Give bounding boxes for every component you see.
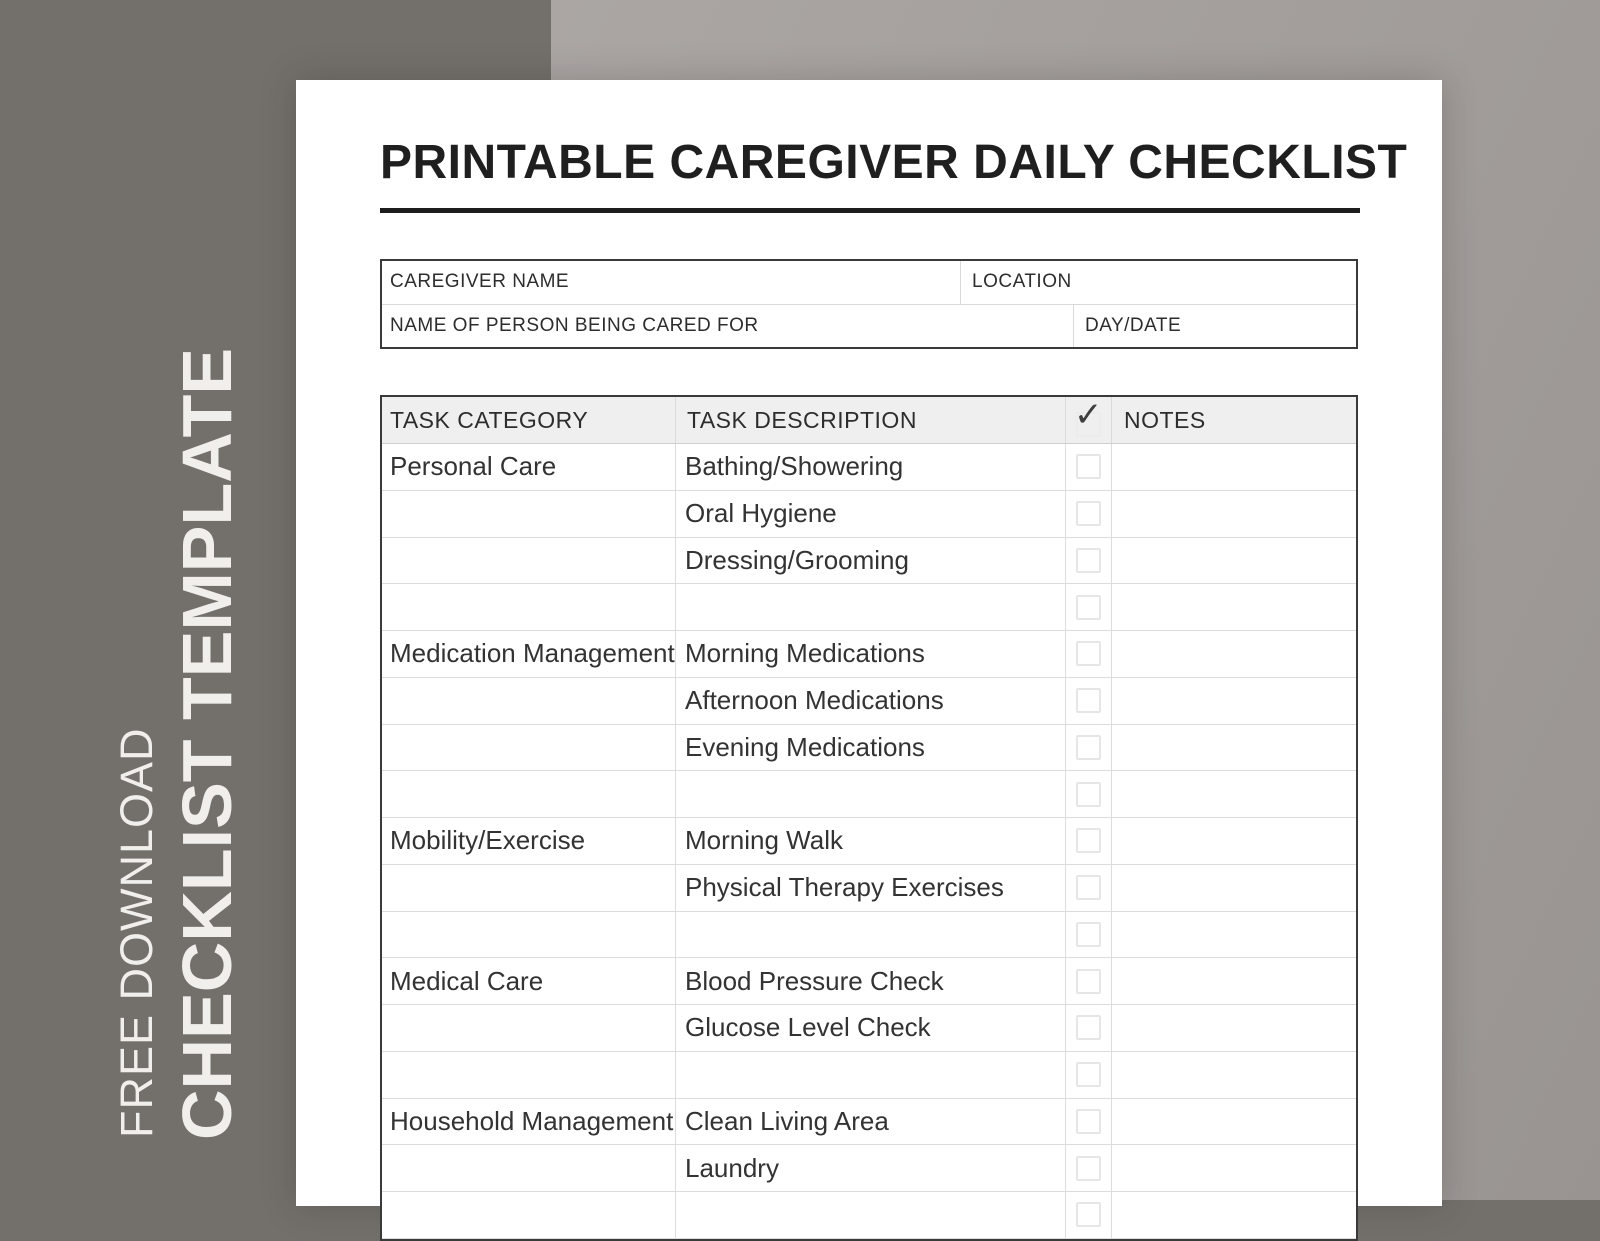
task-row bbox=[382, 1099, 1356, 1146]
task-row bbox=[382, 631, 1356, 678]
task-row bbox=[382, 538, 1356, 585]
task-row bbox=[382, 584, 1356, 631]
task-checkbox bbox=[1076, 1202, 1101, 1227]
task-checkbox bbox=[1076, 735, 1101, 760]
task-description-cell: Clean Living Area bbox=[676, 1099, 1066, 1145]
title-rule bbox=[380, 208, 1360, 213]
category-column-header: TASK CATEGORY bbox=[382, 397, 676, 443]
task-description-cell: Blood Pressure Check bbox=[676, 958, 1066, 1004]
checklist-template-label: CHECKLIST TEMPLATE bbox=[168, 347, 246, 1140]
task-row bbox=[382, 725, 1356, 772]
task-category-cell bbox=[382, 1192, 676, 1238]
task-checkbox bbox=[1076, 828, 1101, 853]
task-description-cell bbox=[676, 771, 1066, 817]
task-check-cell bbox=[1066, 1052, 1112, 1098]
task-notes-cell bbox=[1112, 912, 1356, 958]
task-category-cell: Medication Management bbox=[382, 631, 676, 677]
task-checkbox bbox=[1076, 922, 1101, 947]
task-row bbox=[382, 1145, 1356, 1192]
caregiver-name-field: CAREGIVER NAME bbox=[382, 261, 961, 304]
task-table-header bbox=[382, 397, 1356, 444]
task-category-cell bbox=[382, 491, 676, 537]
task-check-cell bbox=[1066, 1099, 1112, 1145]
notes-column-header: NOTES bbox=[1124, 406, 1206, 433]
task-table-body bbox=[382, 444, 1356, 1239]
task-checkbox bbox=[1076, 595, 1101, 620]
task-category-cell bbox=[382, 912, 676, 958]
task-notes-cell bbox=[1112, 678, 1356, 724]
task-description-cell: Oral Hygiene bbox=[676, 491, 1066, 537]
task-check-cell bbox=[1066, 771, 1112, 817]
task-check-cell bbox=[1066, 912, 1112, 958]
task-description-cell: Afternoon Medications bbox=[676, 678, 1066, 724]
task-row bbox=[382, 1005, 1356, 1052]
info-row-1 bbox=[382, 261, 1356, 305]
task-category-cell bbox=[382, 1145, 676, 1191]
task-description-cell: Evening Medications bbox=[676, 725, 1066, 771]
info-row-2 bbox=[382, 305, 1356, 348]
task-description-cell bbox=[676, 584, 1066, 630]
task-checkbox bbox=[1076, 548, 1101, 573]
task-checkbox bbox=[1076, 782, 1101, 807]
task-category-cell: Mobility/Exercise bbox=[382, 818, 676, 864]
task-check-cell bbox=[1066, 865, 1112, 911]
person-name-field: NAME OF PERSON BEING CARED FOR bbox=[382, 305, 1074, 348]
task-checkbox bbox=[1076, 688, 1101, 713]
task-notes-cell bbox=[1112, 584, 1356, 630]
task-notes-cell bbox=[1112, 1099, 1356, 1145]
task-check-cell bbox=[1066, 491, 1112, 537]
task-check-cell bbox=[1066, 818, 1112, 864]
task-category-cell: Medical Care bbox=[382, 958, 676, 1004]
task-description-cell bbox=[676, 912, 1066, 958]
task-description-cell bbox=[676, 1192, 1066, 1238]
task-row bbox=[382, 678, 1356, 725]
page-title: PRINTABLE CAREGIVER DAILY CHECKLIST bbox=[380, 136, 1408, 189]
task-notes-cell bbox=[1112, 538, 1356, 584]
task-notes-cell bbox=[1112, 818, 1356, 864]
task-description-cell: Glucose Level Check bbox=[676, 1005, 1066, 1051]
task-notes-cell bbox=[1112, 631, 1356, 677]
task-row bbox=[382, 865, 1356, 912]
task-checkbox bbox=[1076, 875, 1101, 900]
task-notes-cell bbox=[1112, 865, 1356, 911]
task-check-cell bbox=[1066, 1145, 1112, 1191]
task-row bbox=[382, 1192, 1356, 1239]
task-notes-cell bbox=[1112, 1192, 1356, 1238]
task-category-cell: Household Management bbox=[382, 1099, 676, 1145]
task-row bbox=[382, 771, 1356, 818]
task-description-cell: Physical Therapy Exercises bbox=[676, 865, 1066, 911]
info-table bbox=[380, 259, 1358, 349]
task-check-cell bbox=[1066, 631, 1112, 677]
task-category-cell: Personal Care bbox=[382, 444, 676, 490]
task-notes-cell bbox=[1112, 958, 1356, 1004]
task-row bbox=[382, 958, 1356, 1005]
checkmark-icon: ✓ bbox=[1074, 397, 1103, 436]
task-checkbox bbox=[1076, 501, 1101, 526]
task-check-cell bbox=[1066, 725, 1112, 771]
task-notes-cell bbox=[1112, 771, 1356, 817]
task-notes-cell bbox=[1112, 1145, 1356, 1191]
task-checkbox bbox=[1076, 1156, 1101, 1181]
task-description-cell: Laundry bbox=[676, 1145, 1066, 1191]
task-description-cell: Morning Medications bbox=[676, 631, 1066, 677]
task-checkbox bbox=[1076, 641, 1101, 666]
task-check-cell bbox=[1066, 584, 1112, 630]
task-notes-cell bbox=[1112, 444, 1356, 490]
task-description-cell: Dressing/Grooming bbox=[676, 538, 1066, 584]
task-checkbox bbox=[1076, 1015, 1101, 1040]
day-date-field: DAY/DATE bbox=[1085, 314, 1182, 336]
task-row bbox=[382, 1052, 1356, 1099]
task-row bbox=[382, 444, 1356, 491]
task-category-cell bbox=[382, 538, 676, 584]
free-download-label: FREE DOWNLOAD bbox=[111, 727, 162, 1138]
task-check-cell bbox=[1066, 538, 1112, 584]
task-category-cell bbox=[382, 865, 676, 911]
task-category-cell bbox=[382, 771, 676, 817]
task-checkbox bbox=[1076, 1109, 1101, 1134]
task-row bbox=[382, 818, 1356, 865]
task-check-cell bbox=[1066, 1005, 1112, 1051]
task-check-cell bbox=[1066, 678, 1112, 724]
task-notes-cell bbox=[1112, 1005, 1356, 1051]
task-category-cell bbox=[382, 584, 676, 630]
task-category-cell bbox=[382, 1052, 676, 1098]
check-column-header bbox=[1066, 397, 1112, 443]
task-description-cell: Morning Walk bbox=[676, 818, 1066, 864]
task-check-cell bbox=[1066, 1192, 1112, 1238]
task-category-cell bbox=[382, 678, 676, 724]
task-notes-cell bbox=[1112, 725, 1356, 771]
task-category-cell bbox=[382, 1005, 676, 1051]
task-row bbox=[382, 491, 1356, 538]
task-table bbox=[380, 395, 1358, 1241]
task-check-cell bbox=[1066, 958, 1112, 1004]
task-notes-cell bbox=[1112, 491, 1356, 537]
task-notes-cell bbox=[1112, 1052, 1356, 1098]
task-checkbox bbox=[1076, 1062, 1101, 1087]
task-checkbox bbox=[1076, 454, 1101, 479]
task-row bbox=[382, 912, 1356, 959]
description-column-header: TASK DESCRIPTION bbox=[676, 397, 1066, 443]
document-page bbox=[296, 80, 1442, 1206]
task-check-cell bbox=[1066, 444, 1112, 490]
task-description-cell: Bathing/Showering bbox=[676, 444, 1066, 490]
location-field: LOCATION bbox=[972, 271, 1072, 293]
task-category-cell bbox=[382, 725, 676, 771]
task-description-cell bbox=[676, 1052, 1066, 1098]
task-checkbox bbox=[1076, 969, 1101, 994]
